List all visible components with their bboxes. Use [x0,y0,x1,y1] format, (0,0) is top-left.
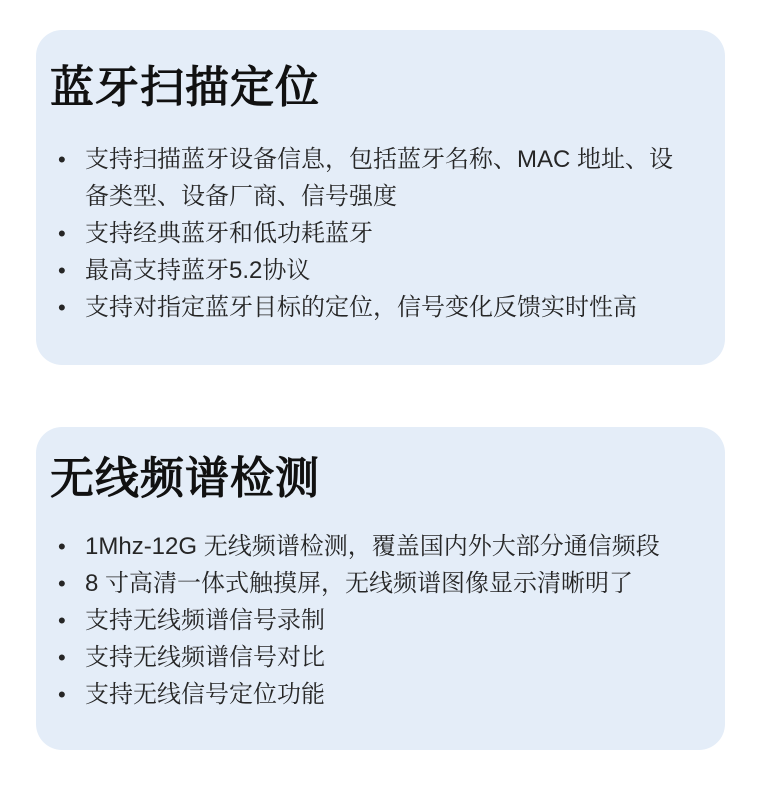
bullet-item: • 支持经典蓝牙和低功耗蓝牙 [50,215,695,252]
bullet-item: • 支持无线频谱信号录制 [50,602,695,639]
bullet-item: • 支持无线信号定位功能 [50,676,695,713]
feature-card-wireless-spectrum [36,427,725,750]
bullet-item: • 支持无线频谱信号对比 [50,639,695,676]
bullet-item: • 1Mhz-12G 无线频谱检测，覆盖国内外大部分通信频段 [50,528,695,565]
bullet-list-bluetooth [50,141,695,326]
bullet-item: • 8 寸高清一体式触摸屏，无线频谱图像显示清晰明了 [50,565,695,602]
bullet-item: • 最高支持蓝牙5.2协议 [50,252,695,289]
bullet-item: • 支持扫描蓝牙设备信息，包括蓝牙名称、MAC 地址、设备类型、设备厂商、信号强度 [50,141,695,215]
bullet-item: • 支持对指定蓝牙目标的定位，信号变化反馈实时性高 [50,289,695,326]
card-title-bluetooth-scanning: 蓝牙扫描定位 [50,63,320,112]
bullet-list-spectrum [50,528,695,713]
feature-card-bluetooth-scanning [36,30,725,365]
card-title-wireless-spectrum: 无线频谱检测 [50,454,320,503]
